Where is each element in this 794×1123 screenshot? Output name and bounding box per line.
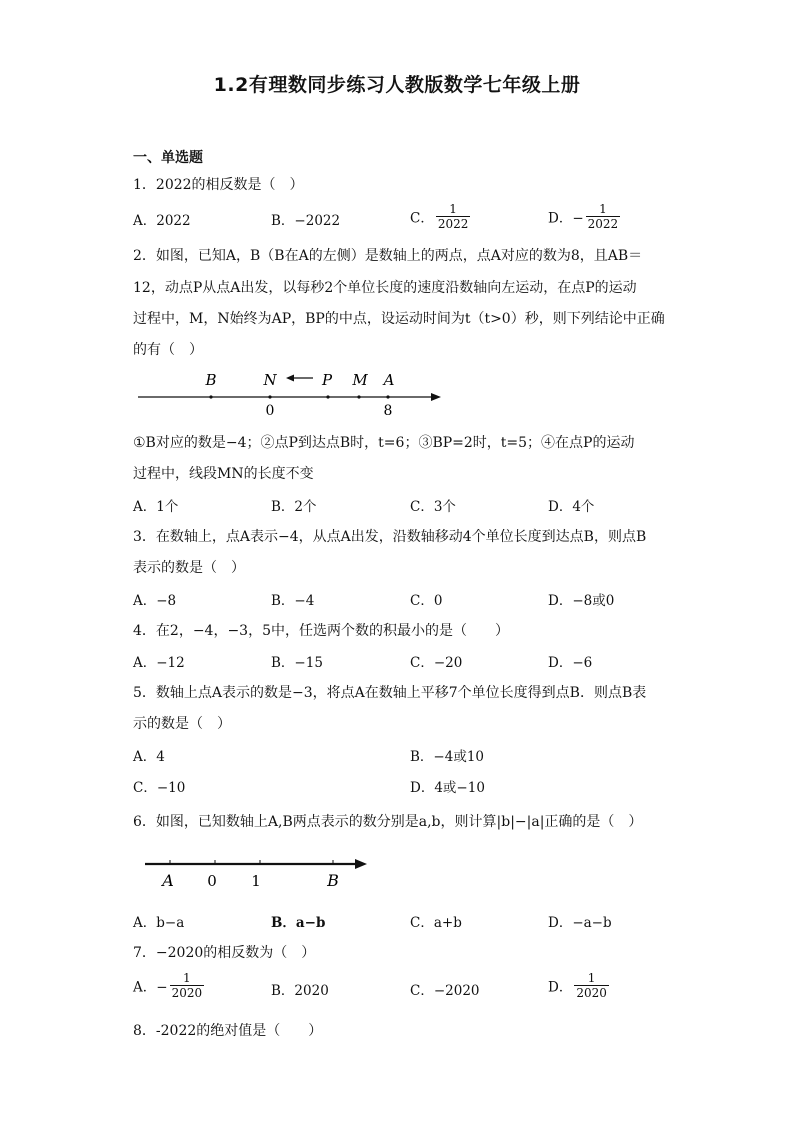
q1-option-d: D．− $\frac{1}{2022}$	[548, 202, 619, 231]
q1-stem: 1．2022的相反数是（ ）	[133, 177, 304, 193]
axis-arrow-icon	[355, 859, 367, 869]
tick-0: 0	[265, 403, 275, 419]
q2-line-1: 2．如图，已知A，B（B在A的左侧）是数轴上的两点，点A对应的数为8，且AB＝	[133, 248, 643, 264]
point-n	[268, 395, 271, 398]
section-heading: 一、单选题	[133, 150, 203, 166]
label-p: P	[321, 371, 333, 389]
label-b: B	[327, 871, 339, 890]
q5-option-b: B．−4或10	[410, 749, 484, 765]
q2-option-b: B．2个	[271, 499, 317, 515]
q8-stem: 8．-2022的绝对值是（ ）	[133, 1023, 323, 1039]
point-p	[326, 395, 329, 398]
q3-option-a: A．−8	[133, 593, 177, 609]
q7-option-a: A．− $\frac{1}{2020}$	[133, 971, 203, 1000]
label-a: A	[162, 871, 174, 890]
q2-number-line	[135, 366, 445, 422]
label-1: 1	[251, 872, 261, 890]
q1-option-b: B．−2022	[271, 213, 341, 229]
q2-line-3: 过程中，M，N始终为AP，BP的中点，设运动时间为t（t>0）秒，则下列结论中正确	[133, 311, 665, 327]
q5-line-1: 5．数轴上点A表示的数是−3，将点A在数轴上平移7个单位长度得到点B．则点B表	[133, 685, 647, 701]
q7-stem: 7．−2020的相反数为（ ）	[133, 945, 316, 961]
q1-option-c: C． $\frac{1}{2022}$	[410, 202, 469, 231]
q6-option-c: C．a+b	[410, 915, 462, 931]
q7-option-d: D． $\frac{1}{2020}$	[548, 971, 607, 1000]
q4-stem: 4．在2，−4，−3，5中，任选两个数的积最小的是（ ）	[133, 623, 509, 639]
label-b: B	[205, 371, 217, 389]
q4-option-a: A．−12	[133, 655, 185, 671]
q4-option-b: B．−15	[271, 655, 323, 671]
q3-option-c: C．0	[410, 593, 443, 609]
q6-stem: 6．如图，已知数轴上A,B两点表示的数分别是a,b，则计算|b|−|a|正确的是（ ）	[133, 814, 643, 830]
q2-statements-2: 过程中，线段MN的长度不变	[133, 466, 314, 482]
point-a	[386, 395, 389, 398]
q5-option-d: D．4或−10	[410, 780, 485, 796]
label-a: A	[383, 371, 395, 389]
left-arrow-icon	[286, 375, 294, 382]
fraction: $\frac{1}{2022}$	[437, 202, 469, 231]
q7-option-b: B．2020	[271, 983, 329, 999]
q3-line-1: 3．在数轴上，点A表示−4，从点A出发，沿数轴移动4个单位长度到达点B，则点B	[133, 529, 647, 545]
tick-8: 8	[383, 403, 393, 419]
point-m	[357, 395, 360, 398]
q3-line-2: 表示的数是（ ）	[133, 560, 245, 576]
q5-option-c: C．−10	[133, 780, 186, 796]
q4-option-c: C．−20	[410, 655, 463, 671]
q4-option-d: D．−6	[548, 655, 593, 671]
label-n: N	[263, 371, 277, 389]
q1-option-a: A．2022	[133, 213, 191, 229]
q2-option-a: A．1个	[133, 499, 179, 515]
q2-line-2: 12，动点P从点A出发，以每秒2个单位长度的速度沿数轴向左运动，在点P的运动	[133, 280, 637, 296]
page-title: 1.2有理数同步练习人教版数学七年级上册	[213, 74, 581, 96]
q6-option-a: A．b−a	[133, 915, 185, 931]
q2-line-4: 的有（ ）	[133, 342, 203, 358]
label-0: 0	[207, 872, 217, 890]
q6-number-line	[140, 848, 375, 894]
axis-arrow-icon	[431, 393, 441, 401]
q7-option-c: C．−2020	[410, 983, 480, 999]
q2-statements-1: ①B对应的数是−4；②点P到达点B时，t=6；③BP=2时，t=5；④在点P的运动	[133, 435, 635, 451]
q3-option-b: B．−4	[271, 593, 315, 609]
q2-option-c: C．3个	[410, 499, 456, 515]
q2-option-d: D．4个	[548, 499, 595, 515]
q5-option-a: A．4	[133, 749, 165, 765]
q3-option-d: D．−8或0	[548, 593, 615, 609]
q6-option-b: B．a−b	[271, 915, 326, 931]
q5-line-2: 示的数是（ ）	[133, 716, 231, 732]
fraction: $\frac{1}{2020}$	[576, 971, 607, 1000]
label-m: M	[352, 371, 368, 389]
fraction: $\frac{1}{2020}$	[171, 971, 203, 1000]
q6-option-d: D．−a−b	[548, 915, 612, 931]
fraction: $\frac{1}{2022}$	[587, 202, 619, 231]
point-b	[209, 395, 212, 398]
